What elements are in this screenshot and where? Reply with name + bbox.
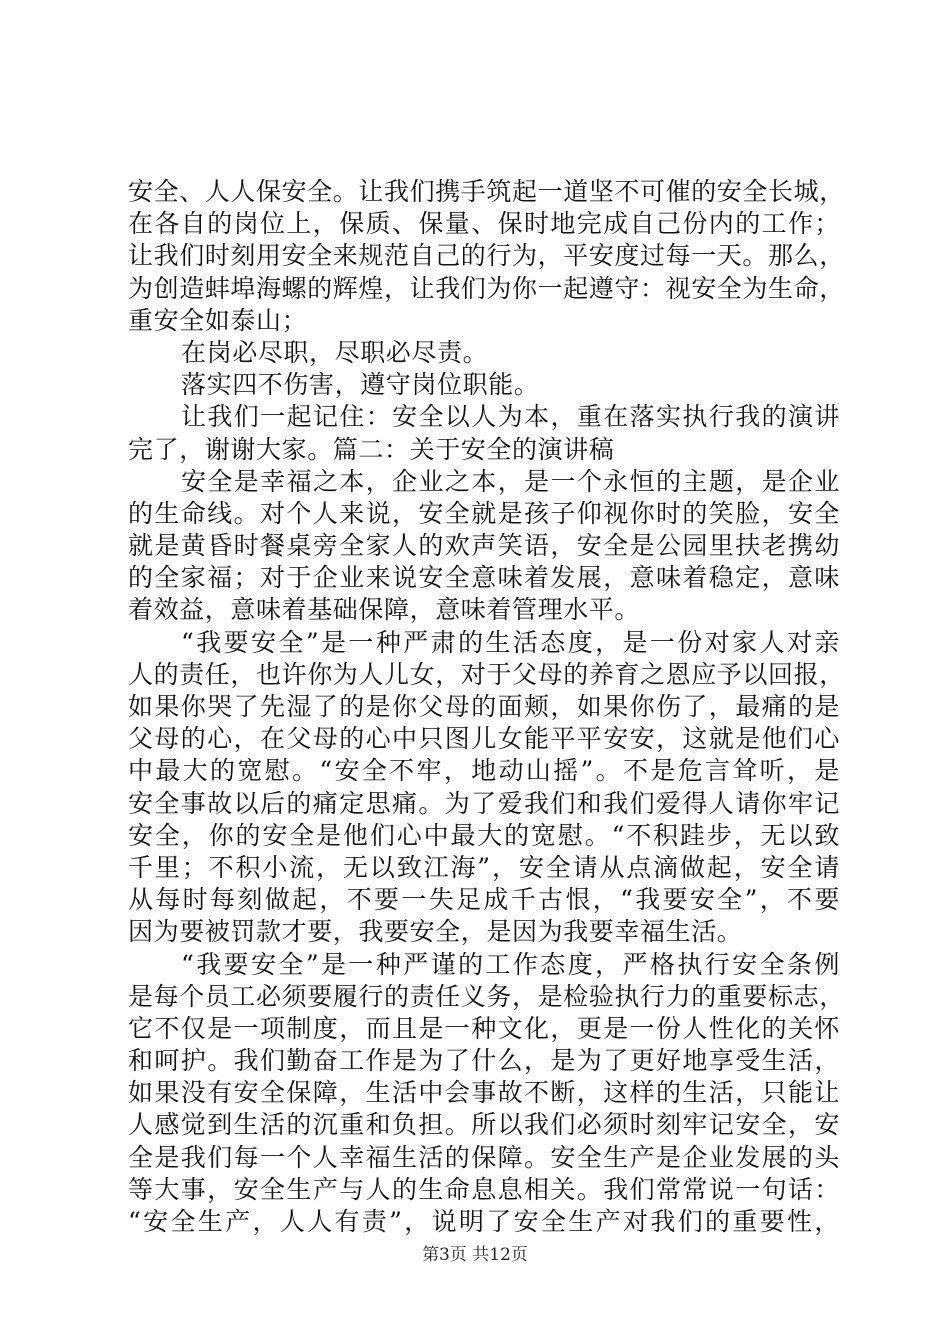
text-line: 的生命线。对个人来说，安全就是孩子仰视你时的笑脸，安全 xyxy=(128,498,840,528)
text-line: 让我们时刻用安全来规范自己的行为，平安度过每一天。那么， xyxy=(128,241,845,271)
text-line: 因为要被罚款才要，我要安全，是因为我要幸福生活。 xyxy=(128,917,743,947)
text-line: 如果没有安全保障，生活中会事故不断，这样的生活，只能让 xyxy=(128,1078,840,1108)
text-line: 完了，谢谢大家。篇二：关于安全的演讲稿 xyxy=(128,434,615,464)
text-line: 它不仅是一项制度，而且是一种文化，更是一份人性化的关怀 xyxy=(128,1013,840,1043)
text-line: 如果你哭了先湿了的是你父母的面颊，如果你伤了，最痛的是 xyxy=(128,692,840,721)
text-line: 和呵护。我们勤奋工作是为了什么，是为了更好地享受生活， xyxy=(128,1046,840,1076)
text-line: 在岗必尽职，尽职必尽责。 xyxy=(181,337,489,367)
text-line: “安全生产，人人有责”，说明了安全生产对我们的重要性， xyxy=(128,1207,840,1236)
text-line: 全是我们每一个人幸福生活的保障。安全生产是企业发展的头 xyxy=(128,1142,840,1172)
text-line: 的全家福；对于企业来说安全意味着发展，意味着稳定，意味 xyxy=(128,563,840,593)
text-line: “我要安全”是一种严肃的生活态度，是一份对家人对亲 xyxy=(181,627,840,657)
text-line: 安全，你的安全是他们心中最大的宽慰。“不积跬步，无以致 xyxy=(128,820,840,850)
text-line: 为创造蚌埠海螺的辉煌，让我们为你一起遵守：视安全为生命， xyxy=(128,273,845,303)
text-line: 从每时每刻做起，不要一失足成千古恨，“我要安全”，不要 xyxy=(128,885,840,915)
text-line: 落实四不伤害，遵守岗位职能。 xyxy=(181,370,540,400)
text-line: 中最大的宽慰。“安全不牢，地动山摇”。不是危言耸听，是 xyxy=(128,756,840,786)
text-line: 就是黄昏时餐桌旁全家人的欢声笑语，安全是公园里扶老携幼 xyxy=(128,531,840,561)
text-line: 着效益，意味着基础保障，意味着管理水平。 xyxy=(128,595,641,625)
text-line: 安全事故以后的痛定思痛。为了爱我们和我们爱得人请你牢记 xyxy=(128,788,840,818)
text-line: 在各自的岗位上，保质、保量、保时地完成自己份内的工作； xyxy=(128,209,840,239)
text-line: 让我们一起记住：安全以人为本，重在落实执行我的演讲 xyxy=(181,402,840,432)
text-line: 等大事，安全生产与人的生命息息相关。我们常常说一句话： xyxy=(128,1174,840,1204)
text-line: “我要安全”是一种严谨的工作态度，严格执行安全条例 xyxy=(181,949,840,979)
body-text xyxy=(128,176,845,1238)
text-line: 人感觉到生活的沉重和负担。所以我们必须时刻牢记安全，安 xyxy=(128,1110,840,1140)
text-line: 安全是幸福之本，企业之本，是一个永恒的主题，是企业 xyxy=(181,466,840,496)
text-line: 重安全如泰山； xyxy=(128,305,308,335)
page-footer: 第3页 共12页 xyxy=(422,1245,528,1265)
text-line: 安全、人人保安全。让我们携手筑起一道坚不可催的安全长城， xyxy=(128,177,845,206)
text-line: 千里；不积小流，无以致江海”，安全请从点滴做起，安全请 xyxy=(128,852,840,882)
text-line: 父母的心，在父母的心中只图儿女能平平安安，这就是他们心 xyxy=(128,724,840,754)
text-line: 是每个员工必须要履行的责任义务，是检验执行力的重要标志， xyxy=(128,981,845,1011)
text-line: 人的责任，也许你为人儿女，对于父母的养育之恩应予以回报， xyxy=(128,659,845,689)
